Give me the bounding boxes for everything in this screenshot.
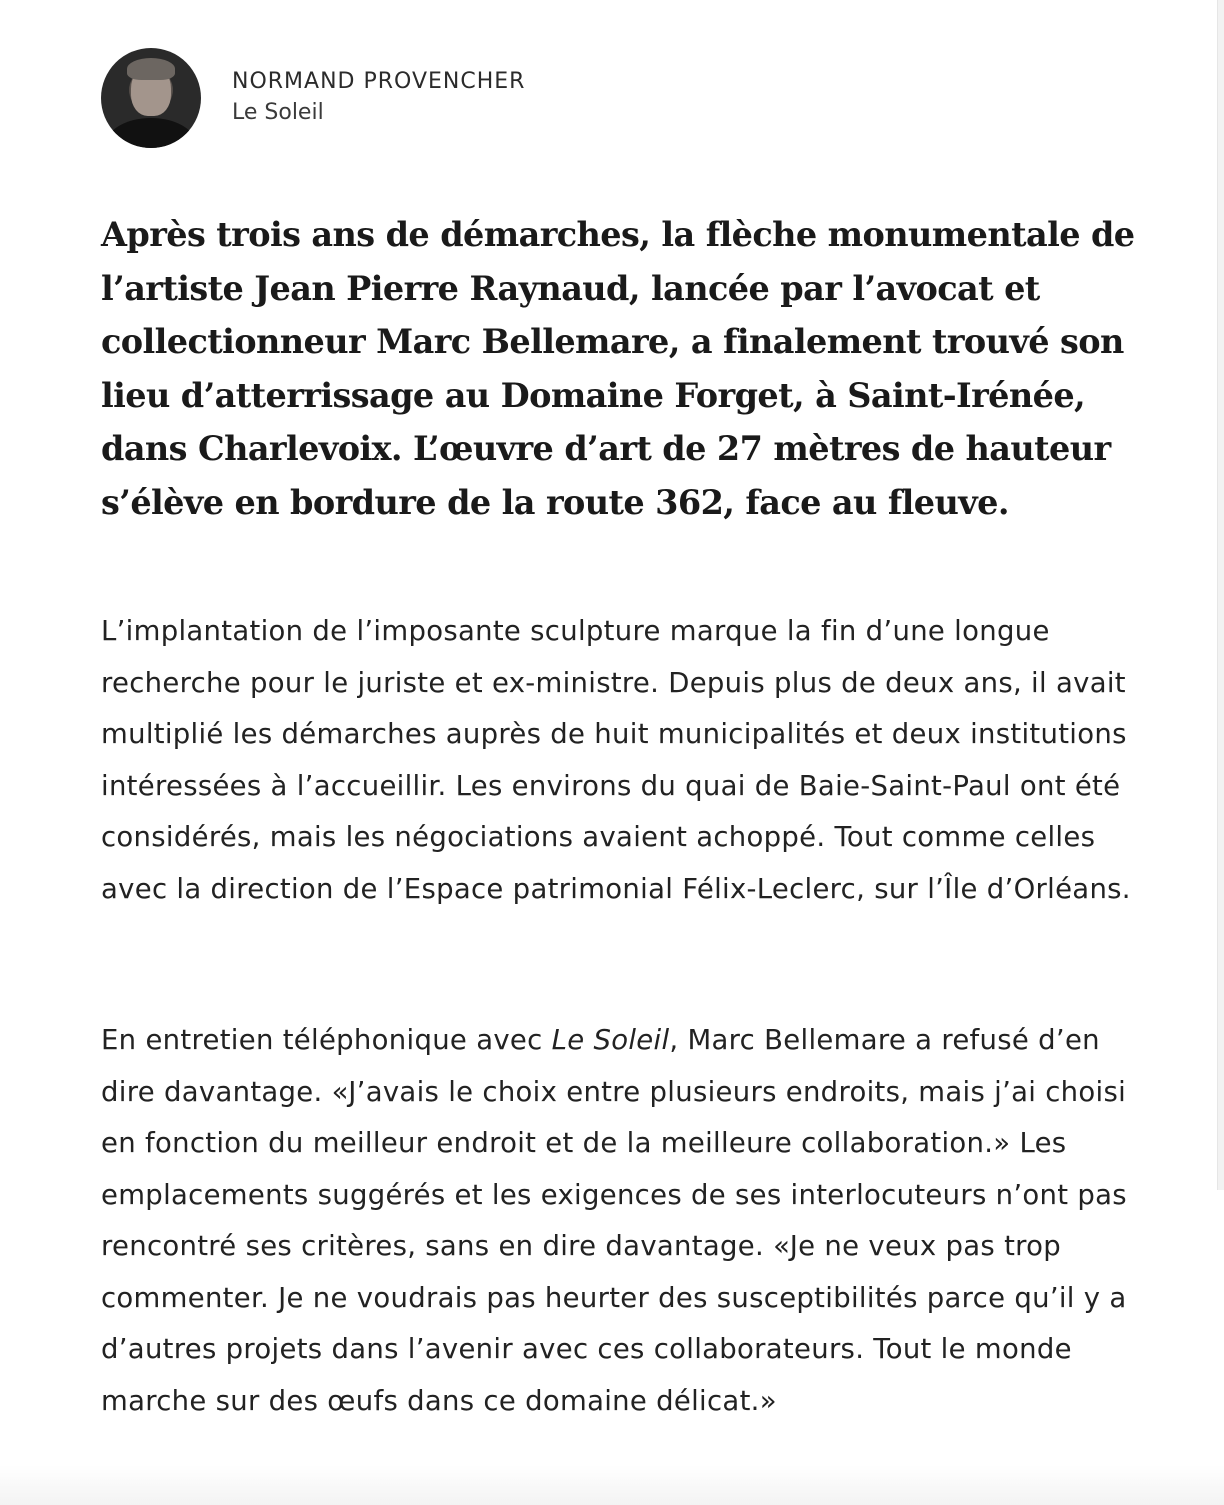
byline [101, 48, 525, 148]
scrollbar-track[interactable] [1217, 0, 1224, 1190]
publication-name: Le Soleil [232, 100, 324, 125]
byline-text [232, 67, 525, 129]
avatar-hair [127, 58, 175, 80]
author-avatar[interactable] [101, 48, 201, 148]
author-name[interactable]: NORMAND PROVENCHER [232, 69, 526, 94]
avatar-shoulders [107, 118, 195, 148]
publication-reference: Le Soleil [551, 1024, 670, 1056]
paragraph-2-start: En entretien téléphonique avec [101, 1024, 552, 1056]
article-paragraph-2 [101, 1015, 1161, 1427]
article-lede: Après trois ans de démarches, la flèche monumentale de l’artiste Jean Pierre Raynaud, lancée par l’avocat et collectionneur Marc Bellemare, a finalement trouvé son lieu d’atterrissage au Domaine Forget, à Saint-Irénée, dans Charlevoix. L’œuvre d’art de 27 mètres de hauteur s’élève en bordure de la route 362, face au fleuve. [101, 215, 1135, 522]
article-paragraph-1: L’implantation de l’imposante sculpture marque la fin d’une longue recherche pour le juriste et ex-ministre. Depuis plus de deux ans, il avait multiplié les démarches auprès de huit municipalités et deux institutions intéressées à l’accueillir. Les environs du quai de Baie-Saint-Paul ont été considérés, mais les négociations avaient achoppé. Tout comme celles avec la direction de l’Espace patrimonial Félix-Leclerc, sur l’Île d’Orléans. [101, 615, 1131, 905]
paragraph-2-rest: , Marc Bellemare a refusé d’en dire davantage. «J’avais le choix entre plusieurs endroits, mais j’ai choisi en fonction du meilleur endroit et de la meilleure collaboration.» Les emplacements suggérés et les exigences de ses interlocuteurs n’ont pas rencontré ses critères, sans en dire davantage. «Je ne veux pas trop commenter. Je ne voudrais pas heurter des susceptibilités parce qu’il y a d’autres projets dans l’avenir avec ces collaborateurs. Tout le monde marche sur des œufs dans ce domaine délicat.» [101, 1024, 1127, 1417]
bottom-fade [0, 1465, 1224, 1505]
